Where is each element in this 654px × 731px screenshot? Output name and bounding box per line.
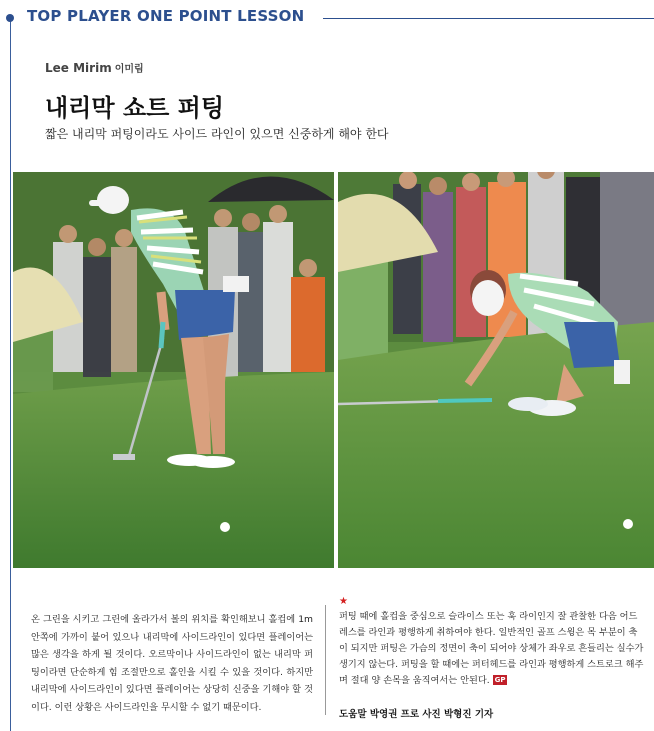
photo-credit: 도움말 박영권 프로 사진 박형진 기자 (339, 709, 494, 720)
series-title: TOP PLAYER ONE POINT LESSON (27, 7, 305, 25)
headline: 내리막 쇼트 퍼팅 (45, 94, 224, 122)
header-rule (323, 18, 654, 19)
photo-golfer-crouching (338, 172, 654, 568)
star-icon: ★ (339, 596, 348, 607)
article-body-right-text: 퍼팅 때에 홀컵을 중심으로 슬라이스 또는 훅 라이인지 잘 관찰한 다음 어드레스를 라인과 평행하게 취하여야 한다. 일반적인 골프 스윙은 목 부분이 축이 되지만 퍼팅은 가슴의 정면이 축이 되어야 상체가 좌우로 흔들리는 실수가 생기지 않는다. 퍼팅을 할 때에는 퍼터헤드를 라인과 평행하게 스트로크 해주며 절대 양 손목을 움직여서는 안된다. (339, 611, 644, 686)
author-name-en: Lee Mirim (45, 61, 112, 75)
subheadline: 짧은 내리막 퍼팅이라도 사이드 라인이 있으면 신중하게 해야 한다 (45, 127, 389, 141)
side-rule (10, 16, 11, 731)
author-name-ko: 이미림 (114, 64, 144, 75)
column-divider (325, 605, 326, 715)
photo-golfer-putting (13, 172, 334, 568)
article-body-left: 온 그린을 시키고 그린에 올라가서 볼의 위치를 확인해보니 홀컵에 1m 안쪽에 가까이 붙어 있으나 내리막에 사이드라인이 있다면 플레이어는 많은 생각을 하게 될 것이다. 오르막이나 사이드라인이 없는 내리막 퍼팅이라면 단순하게 힘 조절만으로 홀인을 시킬 수 있을 것이다. 하지만 내리막에 사이드라인이 있다면 플레이어는 상당히 신중을 기해야 할 것이다. 이런 상황은 사이드라인을 무시할 수 없기 때문이다. (31, 614, 313, 713)
header-bullet-icon (6, 14, 14, 22)
author-byline (45, 60, 144, 75)
end-mark-icon: GP (494, 676, 506, 684)
article-body-right (339, 609, 644, 689)
